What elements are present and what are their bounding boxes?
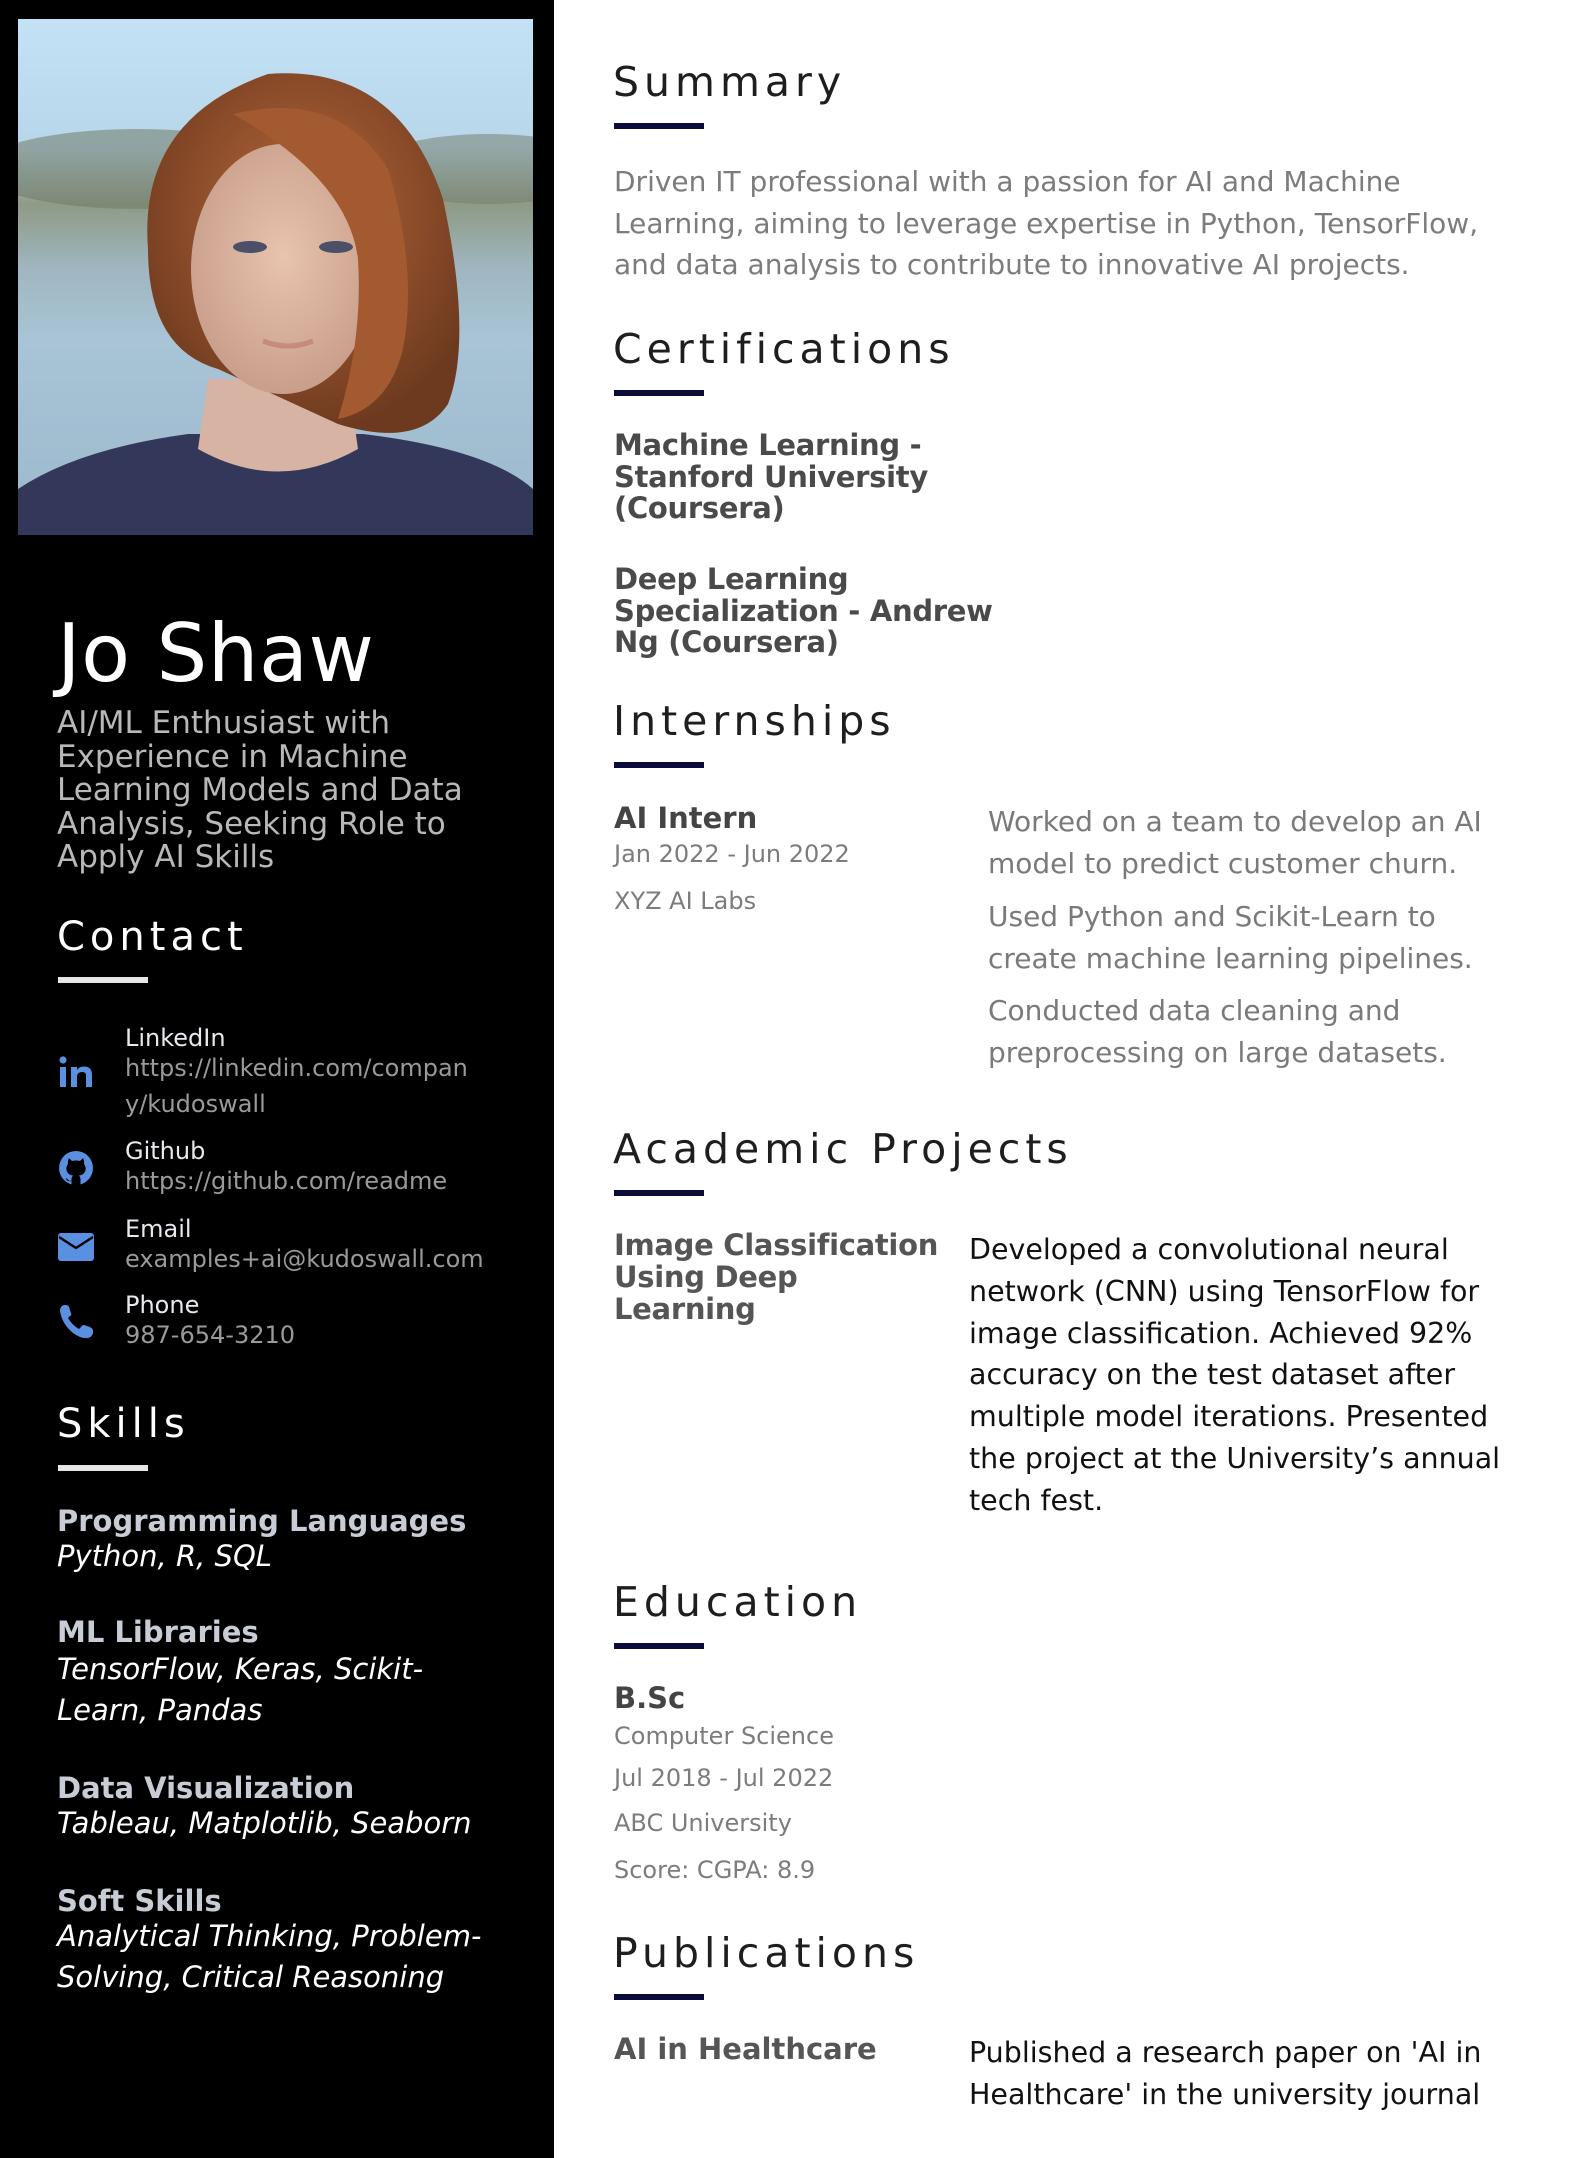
profile-name: Jo Shaw (57, 607, 375, 700)
internship-role: AI Intern (614, 801, 758, 835)
skill-group-title: ML Libraries (57, 1615, 259, 1649)
contact-label-github: Github (125, 1137, 206, 1165)
skill-group-title: Data Visualization (57, 1771, 355, 1805)
education-heading-rule (614, 1643, 704, 1649)
skill-group-title: Programming Languages (57, 1504, 467, 1538)
internship-bullet: Conducted data cleaning and preprocessing on large datasets. (988, 994, 1447, 1069)
publication-title: AI in Healthcare (614, 2032, 877, 2066)
project-description: Developed a convolutional neural network (CNN) using TensorFlow for image classification. Achieved 92% accuracy on the test dataset after multiple model iterations. Presented the project at the University’s annual tech fest. (969, 1233, 1501, 1517)
publications-heading: Publications (613, 1929, 920, 1977)
skill-group-values-cont: Solving, Critical Reasoning (57, 1960, 445, 1994)
skill-group-values: Analytical Thinking, Problem- (57, 1919, 482, 1953)
education-field: Computer Science (614, 1722, 834, 1750)
education-school: ABC University (614, 1809, 792, 1837)
phone-icon (57, 1302, 95, 1340)
skill-group-values: Tableau, Matplotlib, Seaborn (57, 1806, 472, 1840)
certification-item: Machine Learning - Stanford University (Coursera) (614, 428, 928, 525)
contact-label-email: Email (125, 1215, 192, 1243)
certification-item: Deep Learning Specialization - Andrew Ng (Coursera) (614, 562, 993, 659)
internship-bullet: Worked on a team to develop an AI model to predict customer churn. (988, 805, 1482, 880)
contact-value-linkedin-cont[interactable]: y/kudoswall (125, 1090, 266, 1118)
internships-heading-rule (614, 762, 704, 768)
contact-heading-rule (58, 977, 148, 983)
education-heading: Education (613, 1578, 863, 1626)
publications-heading-rule (614, 1994, 704, 2000)
sidebar (0, 0, 554, 2158)
internship-bullet: Used Python and Scikit-Learn to create machine learning pipelines. (988, 900, 1473, 975)
internship-company: XYZ AI Labs (614, 887, 757, 915)
skill-group-values: Python, R, SQL (57, 1539, 272, 1573)
contact-value-github[interactable]: https://github.com/readme (125, 1167, 448, 1195)
contact-value-linkedin[interactable]: https://linkedin.com/compan (125, 1054, 468, 1082)
skill-group-title: Soft Skills (57, 1884, 222, 1918)
education-degree: B.Sc (614, 1681, 686, 1715)
summary-text: Driven IT professional with a passion for AI and Machine Learning, aiming to leverage expertise in Python, TensorFlow, and data analysis to contribute to innovative AI projects. (614, 165, 1479, 281)
linkedin-icon (57, 1053, 95, 1091)
certifications-heading-rule (614, 390, 704, 396)
email-icon (57, 1226, 95, 1264)
publication-description: Published a research paper on 'AI in Healthcare' in the university journal (969, 2036, 1482, 2111)
contact-value-phone[interactable]: 987-654-3210 (125, 1321, 296, 1349)
contact-label-phone: Phone (125, 1291, 200, 1319)
profile-photo (18, 19, 533, 535)
skill-group-values-cont: Learn, Pandas (57, 1693, 263, 1727)
contact-heading: Contact (57, 914, 248, 960)
skills-heading-rule (58, 1465, 148, 1471)
education-dates: Jul 2018 - Jul 2022 (614, 1764, 834, 1792)
certifications-heading: Certifications (613, 325, 955, 373)
contact-value-email[interactable]: examples+ai@kudoswall.com (125, 1245, 484, 1273)
projects-heading-rule (614, 1190, 704, 1196)
github-icon (57, 1149, 95, 1187)
summary-heading: Summary (613, 58, 847, 106)
skills-heading: Skills (57, 1401, 190, 1447)
project-title: Image Classification Using Deep Learning (614, 1228, 939, 1326)
contact-label-linkedin: LinkedIn (125, 1024, 226, 1052)
profile-title: AI/ML Enthusiast with Experience in Machine Learning Models and Data Analysis, Seeking Role to Apply AI Skills (57, 705, 463, 875)
projects-heading: Academic Projects (613, 1125, 1073, 1173)
summary-heading-rule (614, 123, 704, 129)
internship-dates: Jan 2022 - Jun 2022 (614, 840, 850, 868)
skill-group-values: TensorFlow, Keras, Scikit- (57, 1652, 424, 1686)
internships-heading: Internships (613, 697, 896, 745)
education-score: Score: CGPA: 8.9 (614, 1856, 816, 1884)
